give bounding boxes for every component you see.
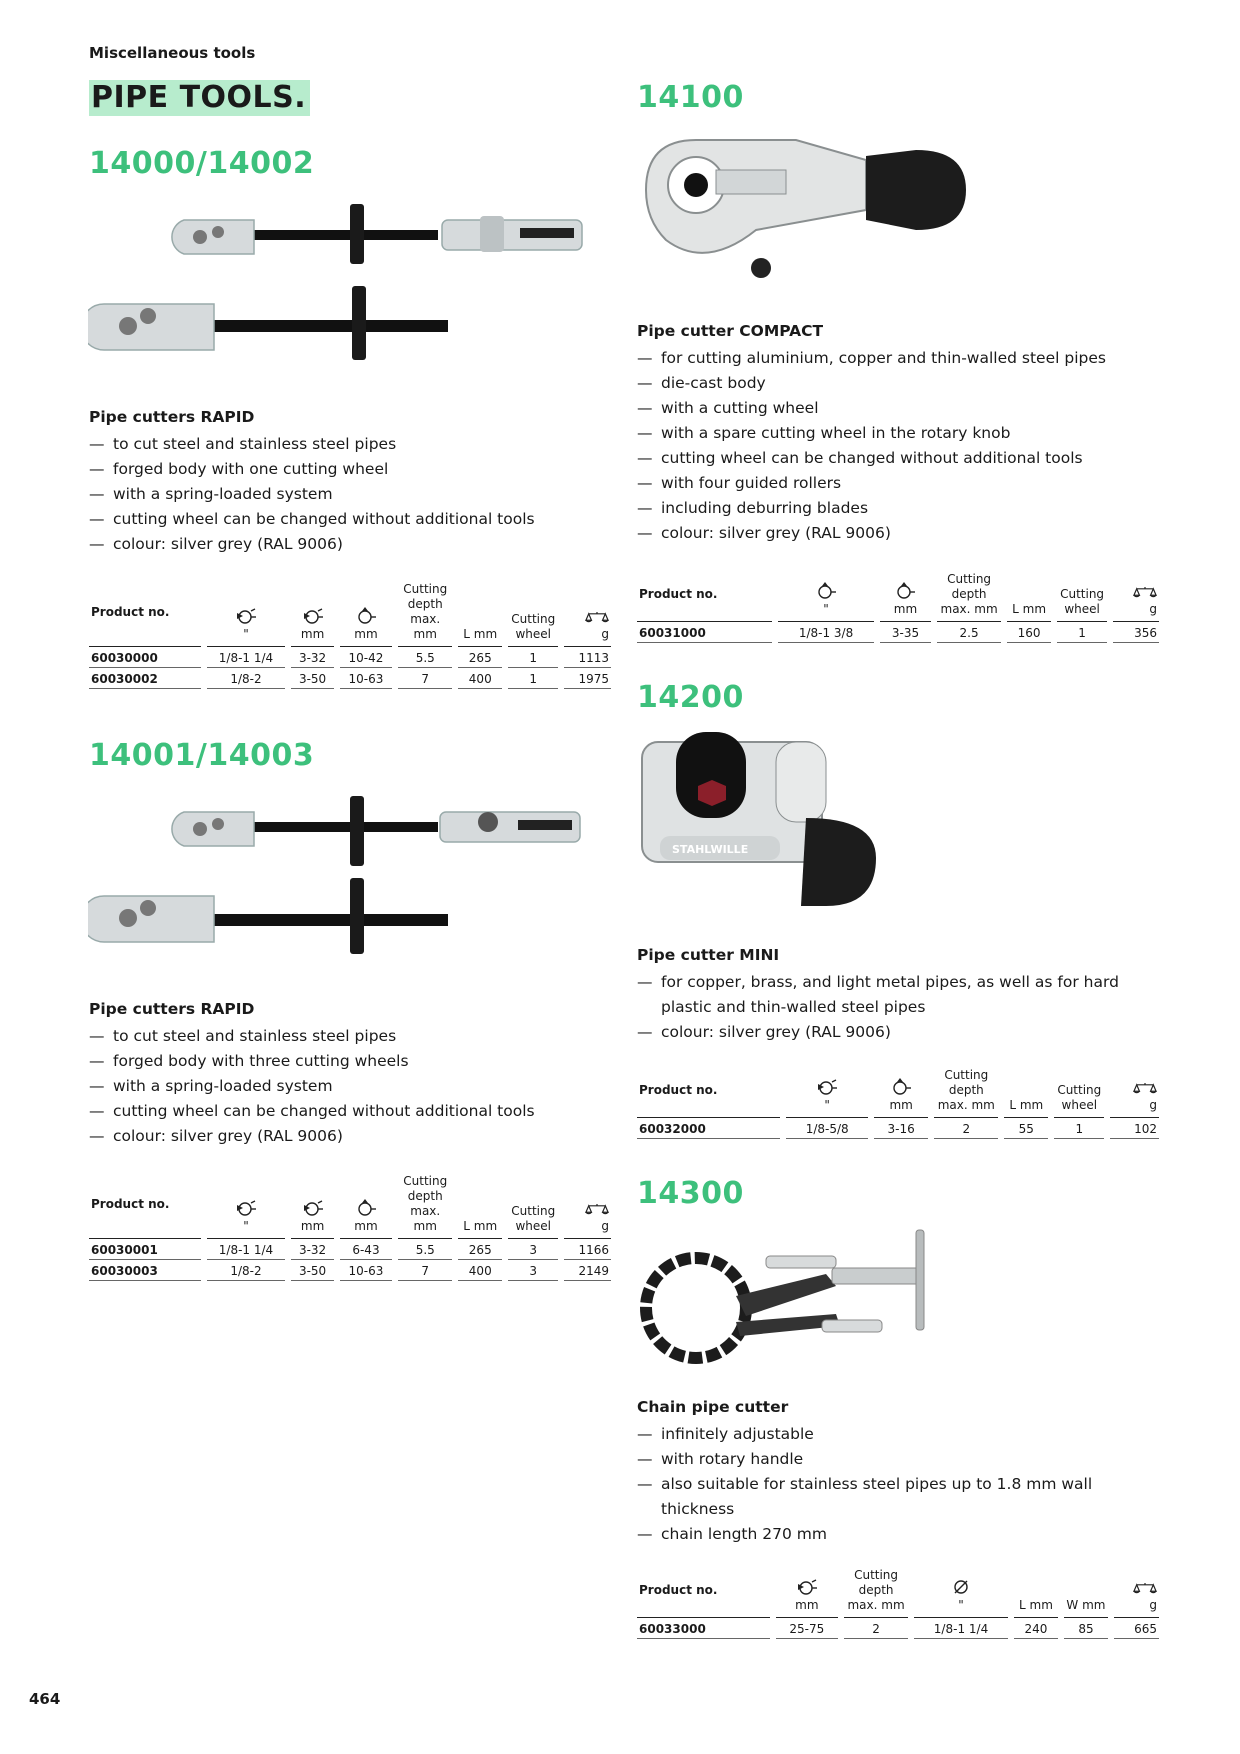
spec-table-14200 — [631, 1068, 1165, 1139]
feature-item: — to cut steel and stainless steel pipes — [89, 432, 569, 457]
cutting-capacity-icon — [235, 1199, 257, 1217]
feature-item: — cutting wheel can be changed without additional tools — [89, 1099, 569, 1124]
col-width: W mm — [1064, 1568, 1108, 1618]
col-capacity-inch: " — [786, 1068, 868, 1118]
col-capacity-inch: " — [207, 582, 286, 647]
feature-item: — to cut steel and stainless steel pipes — [89, 1024, 569, 1049]
pipe-cutter-rapid-three-wheel-image — [88, 790, 608, 968]
feature-item: — including deburring blades — [637, 496, 1157, 521]
col-weight: g — [1114, 1568, 1159, 1618]
outside-diameter-icon — [355, 607, 377, 625]
col-product: Product no. — [637, 572, 772, 622]
col-capacity-mm: mm — [776, 1568, 838, 1618]
spec-table-14001 — [83, 1174, 617, 1281]
weight-icon — [1133, 585, 1157, 600]
col-wheel: Cutting wheel — [508, 1174, 558, 1239]
feature-list — [89, 1024, 569, 1149]
col-wheel: Cutting wheel — [1057, 572, 1107, 622]
table-row: 60030000 1/8-1 1/4 3-32 10-42 5.5 265 1 1113 — [89, 647, 611, 668]
diameter-icon — [952, 1578, 970, 1596]
feature-item: — with a spare cutting wheel in the rotary knob — [637, 421, 1157, 446]
brand-logo-text: STAHLWILLE — [672, 843, 749, 856]
col-depth: Cutting depth max. mm — [398, 1174, 452, 1239]
section-number-14100: 14100 — [637, 80, 744, 115]
col-product: Product no. — [637, 1568, 770, 1618]
col-outside-diameter: mm — [340, 582, 393, 647]
weight-icon — [1133, 1081, 1157, 1096]
cutting-capacity-icon — [816, 1078, 838, 1096]
col-wheel: Cutting wheel — [1054, 1068, 1104, 1118]
feature-item: — cutting wheel can be changed without additional tools — [89, 507, 569, 532]
col-product: Product no. — [89, 1174, 201, 1239]
outside-diameter-icon — [355, 1199, 377, 1217]
feature-list — [637, 1422, 1127, 1547]
product-title: Chain pipe cutter — [637, 1398, 789, 1416]
col-weight: g — [564, 1174, 611, 1239]
col-diameter-inch: " — [914, 1568, 1008, 1618]
feature-item: — chain length 270 mm — [637, 1522, 1127, 1547]
feature-item: — with a spring-loaded system — [89, 482, 569, 507]
col-capacity-mm: mm — [874, 1068, 928, 1118]
cutting-capacity-icon — [302, 607, 324, 625]
section-number-14001: 14001/14003 — [89, 738, 315, 773]
col-weight: g — [1113, 572, 1159, 622]
feature-item: — with four guided rollers — [637, 471, 1157, 496]
col-length: L mm — [1004, 1068, 1048, 1118]
cutting-capacity-icon — [302, 1199, 324, 1217]
table-row: 60030003 1/8-2 3-50 10-63 7 400 3 2149 — [89, 1260, 611, 1281]
page-title: PIPE TOOLS. — [89, 80, 310, 116]
feature-item: — colour: silver grey (RAL 9006) — [89, 1124, 569, 1149]
table-row: 60033000 25-75 2 1/8-1 1/4 240 85 665 — [637, 1618, 1159, 1639]
product-title: Pipe cutters RAPID — [89, 1000, 255, 1018]
page-number: 464 — [29, 1690, 61, 1708]
col-length: L mm — [458, 582, 502, 647]
col-capacity-inch: " — [778, 572, 874, 622]
col-depth: Cutting depth max. mm — [937, 572, 1001, 622]
col-length: L mm — [1014, 1568, 1058, 1618]
section-number-14000: 14000/14002 — [89, 146, 315, 181]
col-capacity-mm: mm — [880, 572, 931, 622]
feature-item: — with rotary handle — [637, 1447, 1127, 1472]
feature-item: — infinitely adjustable — [637, 1422, 1127, 1447]
cutting-capacity-icon — [796, 1578, 818, 1596]
col-outside-diameter: mm — [340, 1174, 393, 1239]
spec-table-14300 — [631, 1568, 1165, 1639]
table-row: 60031000 1/8-1 3/8 3-35 2.5 160 1 356 — [637, 622, 1159, 643]
feature-list — [89, 432, 569, 557]
weight-icon — [1133, 1581, 1157, 1596]
feature-item: — colour: silver grey (RAL 9006) — [637, 1020, 1127, 1045]
feature-item: — cutting wheel can be changed without additional tools — [637, 446, 1157, 471]
product-title: Pipe cutter MINI — [637, 946, 780, 964]
product-title: Pipe cutters RAPID — [89, 408, 255, 426]
pipe-cutter-rapid-image — [88, 198, 608, 376]
col-depth: Cutting depth max. mm — [844, 1568, 908, 1618]
col-weight: g — [1110, 1068, 1159, 1118]
chain-pipe-cutter-image — [636, 1226, 996, 1376]
col-product: Product no. — [637, 1068, 780, 1118]
col-length: L mm — [1007, 572, 1051, 622]
weight-icon — [585, 1202, 609, 1217]
col-weight: g — [564, 582, 611, 647]
col-capacity-inch: " — [207, 1174, 286, 1239]
pipe-cutter-mini-image — [636, 728, 886, 908]
category-label: Miscellaneous tools — [89, 44, 256, 62]
feature-item: — for copper, brass, and light metal pipes, as well as for hard plastic and thin-walled steel pipes — [637, 970, 1127, 1020]
cutting-capacity-icon — [890, 1078, 912, 1096]
col-product: Product no. — [89, 582, 201, 647]
col-wheel: Cutting wheel — [508, 582, 558, 647]
col-depth: Cutting depth max. mm — [934, 1068, 998, 1118]
pipe-cutter-compact-image — [636, 130, 976, 290]
feature-list — [637, 970, 1127, 1045]
feature-item: — also suitable for stainless steel pipes up to 1.8 mm wall thickness — [637, 1472, 1127, 1522]
col-length: L mm — [458, 1174, 502, 1239]
cutting-capacity-icon — [235, 607, 257, 625]
col-depth: Cutting depth max. mm — [398, 582, 452, 647]
table-row: 60032000 1/8-5/8 3-16 2 55 1 102 — [637, 1118, 1159, 1139]
product-title: Pipe cutter COMPACT — [637, 322, 824, 340]
feature-item: — colour: silver grey (RAL 9006) — [89, 532, 569, 557]
feature-item: — die-cast body — [637, 371, 1157, 396]
spec-table-14100 — [631, 572, 1165, 643]
table-row: 60030001 1/8-1 1/4 3-32 6-43 5.5 265 3 1166 — [89, 1239, 611, 1260]
cutting-capacity-icon — [815, 582, 837, 600]
cutting-capacity-icon — [894, 582, 916, 600]
section-number-14200: 14200 — [637, 680, 744, 715]
feature-item: — with a spring-loaded system — [89, 1074, 569, 1099]
table-row: 60030002 1/8-2 3-50 10-63 7 400 1 1975 — [89, 668, 611, 689]
feature-item: — with a cutting wheel — [637, 396, 1157, 421]
feature-item: — colour: silver grey (RAL 9006) — [637, 521, 1157, 546]
weight-icon — [585, 610, 609, 625]
spec-table-14000 — [83, 582, 617, 689]
feature-item: — forged body with one cutting wheel — [89, 457, 569, 482]
feature-list — [637, 346, 1157, 546]
feature-item: — forged body with three cutting wheels — [89, 1049, 569, 1074]
col-capacity-mm: mm — [291, 1174, 333, 1239]
col-capacity-mm: mm — [291, 582, 333, 647]
section-number-14300: 14300 — [637, 1176, 744, 1211]
feature-item: — for cutting aluminium, copper and thin-walled steel pipes — [637, 346, 1157, 371]
